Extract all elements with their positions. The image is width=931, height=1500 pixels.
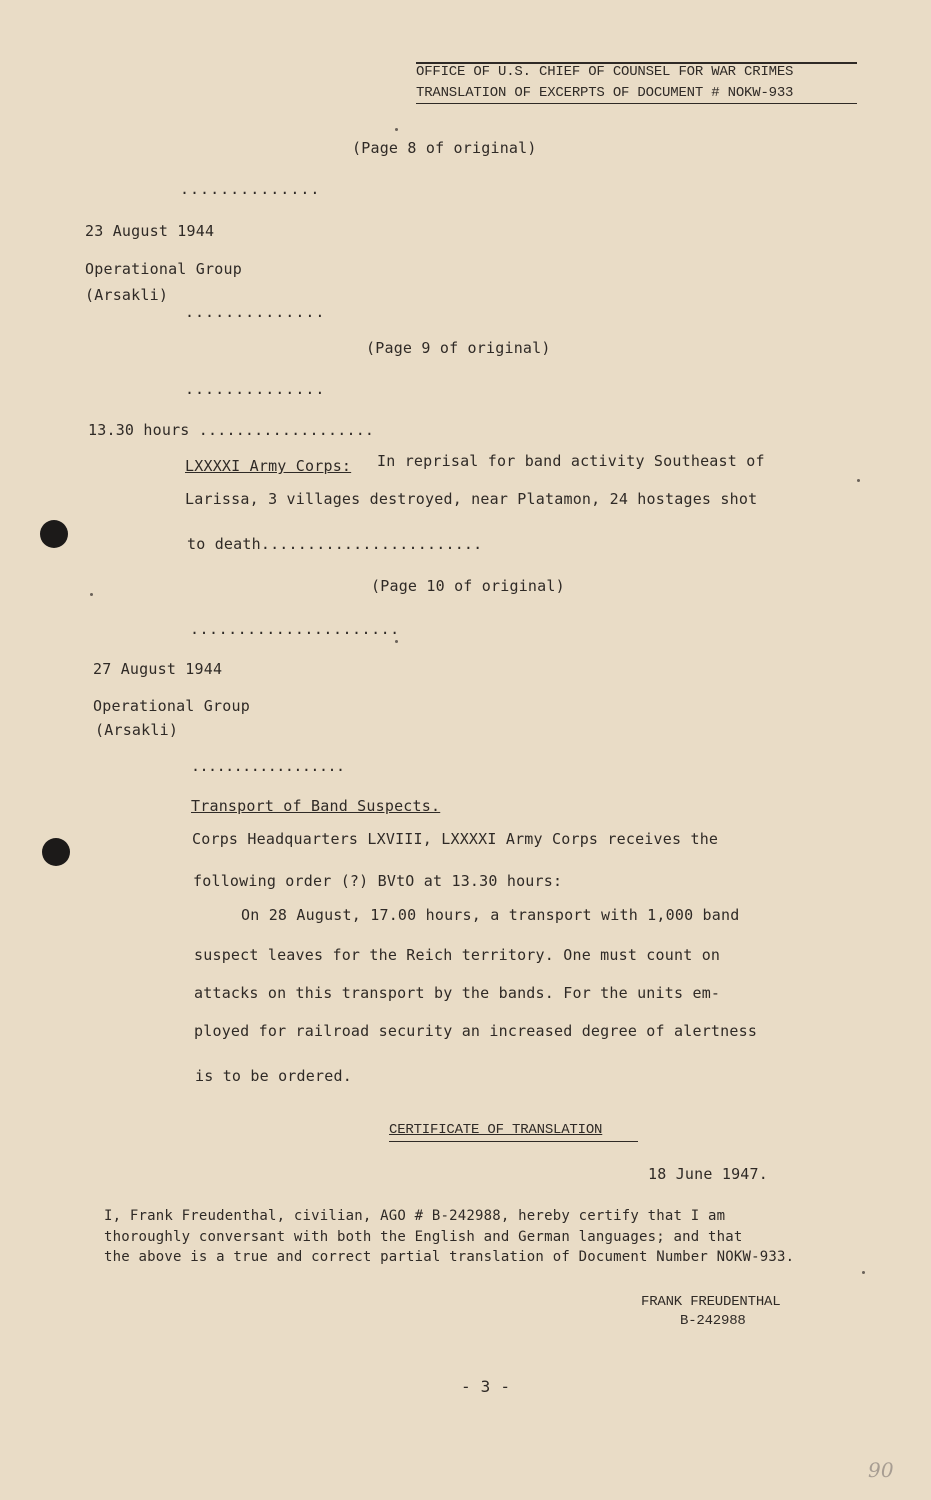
entry-text-line: to death........................ bbox=[187, 535, 483, 553]
body-line: On 28 August, 17.00 hours, a transport with 1,000 band bbox=[241, 906, 740, 924]
ellipsis-divider: ...................... bbox=[190, 620, 400, 638]
entry-time: 13.30 hours ................... bbox=[88, 421, 375, 439]
ellipsis-divider: .............. bbox=[180, 180, 321, 198]
entry-place: (Arsakli) bbox=[95, 721, 179, 739]
certificate-line: I, Frank Freudenthal, civilian, AGO # B-242988, hereby certify that I am bbox=[104, 1208, 726, 1224]
body-line: is to be ordered. bbox=[195, 1067, 352, 1085]
body-line: suspect leaves for the Reich territory. One must count on bbox=[194, 946, 721, 964]
section-heading: Transport of Band Suspects. bbox=[191, 797, 441, 815]
corps-label: LXXXXI Army Corps: bbox=[185, 457, 352, 475]
punch-hole bbox=[40, 520, 68, 548]
entry-text-line: Larissa, 3 villages destroyed, near Platamon, 24 hostages shot bbox=[185, 490, 758, 508]
certificate-line: thoroughly conversant with both the English and German languages; and that bbox=[104, 1229, 743, 1245]
page-8-marker: (Page 8 of original) bbox=[352, 139, 537, 157]
ellipsis-divider: .............. bbox=[185, 380, 326, 398]
body-line: attacks on this transport by the bands. For the units em- bbox=[194, 984, 721, 1002]
entry-place: (Arsakli) bbox=[85, 286, 169, 304]
header-line-1: OFFICE OF U.S. CHIEF OF COUNSEL FOR WAR CRIMES bbox=[416, 64, 794, 80]
paper-speck bbox=[857, 479, 860, 482]
entry-text-line: In reprisal for band activity Southeast of bbox=[377, 452, 765, 470]
page-10-marker: (Page 10 of original) bbox=[371, 577, 565, 595]
page-number: - 3 - bbox=[461, 1377, 511, 1396]
certificate-title-rule bbox=[389, 1141, 638, 1142]
entry-unit: Operational Group bbox=[85, 260, 242, 278]
header-bottom-rule bbox=[416, 103, 857, 104]
punch-hole bbox=[42, 838, 70, 866]
certificate-line: the above is a true and correct partial translation of Document Number NOKW-933. bbox=[104, 1249, 795, 1265]
body-line: following order (?) BVtO at 13.30 hours: bbox=[193, 872, 563, 890]
paper-speck bbox=[90, 593, 93, 596]
entry-date: 27 August 1944 bbox=[93, 660, 223, 678]
paper-speck bbox=[395, 128, 398, 131]
certificate-date: 18 June 1947. bbox=[648, 1165, 768, 1183]
body-line: ployed for railroad security an increased degree of alertness bbox=[194, 1022, 758, 1040]
signer-name: FRANK FREUDENTHAL bbox=[641, 1294, 781, 1310]
page-9-marker: (Page 9 of original) bbox=[366, 339, 551, 357]
certificate-title: CERTIFICATE OF TRANSLATION bbox=[389, 1122, 603, 1138]
ellipsis-divider: .................. bbox=[191, 757, 345, 775]
entry-date: 23 August 1944 bbox=[85, 222, 215, 240]
paper-speck bbox=[862, 1271, 865, 1274]
body-line: Corps Headquarters LXVIII, LXXXXI Army Corps receives the bbox=[192, 830, 719, 848]
signer-id: B-242988 bbox=[680, 1313, 746, 1329]
ellipsis-divider: .............. bbox=[185, 303, 326, 321]
entry-unit: Operational Group bbox=[93, 697, 250, 715]
handwritten-page-note: 90 bbox=[868, 1458, 894, 1482]
header-line-2: TRANSLATION OF EXCERPTS OF DOCUMENT # NOKW-933 bbox=[416, 85, 794, 101]
paper-speck bbox=[395, 640, 398, 643]
